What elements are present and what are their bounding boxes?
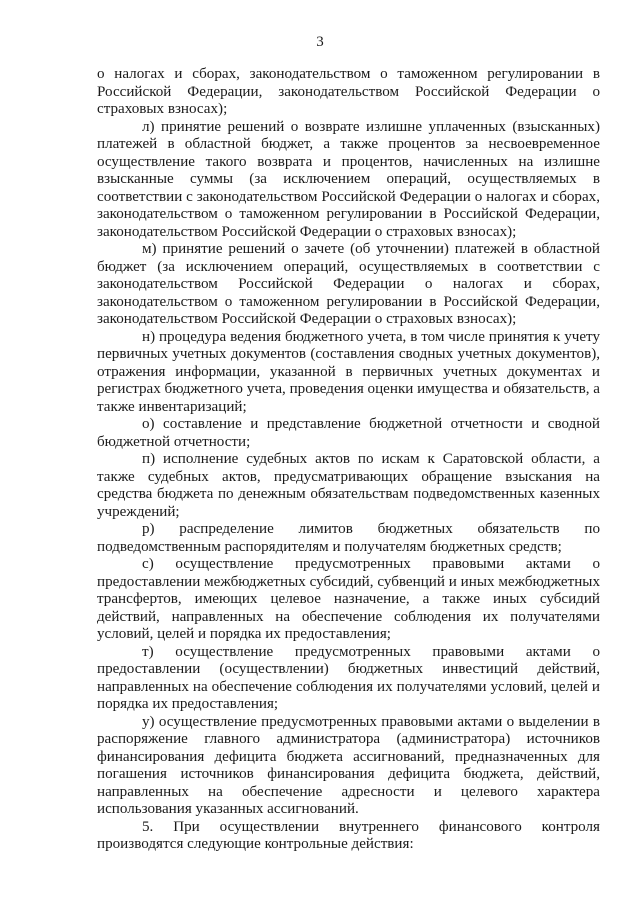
paragraph-item-u: у) осуществление предусмотренных правовыми актами о выделении в распоряжение главного администратора (администратора) источников финансирования дефицита бюджета ассигнований, предназначенных для погашения источников финансирования дефицита бюджета, действий, направленных на обеспечение адресности и целевого характера использования указанных ассигнований. bbox=[97, 713, 600, 817]
paragraph-item-s: с) осуществление предусмотренных правовыми актами о предоставлении межбюджетных субсидий, субвенций и иных межбюджетных трансфертов, имеющих целевое назначение, а также иных субсидий действий, направленных на обеспечение соблюдения их получателями условий, целей и порядка их предоставления; bbox=[97, 556, 600, 642]
paragraph-item-o: о) составление и представление бюджетной отчетности и сводной бюджетной отчетности; bbox=[97, 416, 600, 450]
page-number: 3 bbox=[316, 34, 324, 50]
paragraph-item-m: м) принятие решений о зачете (об уточнении) платежей в областной бюджет (за исключением операций, осуществляемых в соответствии с законодательством Российской Федерации о налогах и сборах, законодательством о таможенном регулировании в Российской Федерации, законодательством Российской Федерации о страховых взносах); bbox=[97, 241, 600, 327]
paragraph-item-p: п) исполнение судебных актов по искам к Саратовской области, а также судебных актов, предусматривающих обращение взыскания на средства бюджета по денежным обязательствам подведомственных казенных учреждений; bbox=[97, 451, 600, 520]
document-body bbox=[97, 66, 600, 854]
paragraph-item-t: т) осуществление предусмотренных правовыми актами о предоставлении (осуществлении) бюджетных инвестиций действий, направленных на обеспечение соблюдения их получателями условий, целей и порядка их предоставления; bbox=[97, 643, 600, 712]
paragraph-item-n: н) процедура ведения бюджетного учета, в том числе принятия к учету первичных учетных документов (составления сводных учетных документов), отражения информации, указанной в первичных учетных документах и регистрах бюджетного учета, проведения оценки имущества и обязательств, а также инвентаризаций; bbox=[97, 328, 600, 415]
paragraph-section-5: 5. При осуществлении внутреннего финансового контроля производятся следующие контрольные действия: bbox=[97, 818, 600, 852]
paragraph-continuation: о налогах и сборах, законодательством о таможенном регулировании в Российской Федерации, законодательством Российской Федерации о страховых взносах); bbox=[97, 66, 600, 117]
paragraph-item-r: р) распределение лимитов бюджетных обязательств по подведомственным распорядителям и получателям бюджетных средств; bbox=[97, 521, 600, 555]
paragraph-item-l: л) принятие решений о возврате излишне уплаченных (взысканных) платежей в областной бюджет, а также процентов за несвоевременное осуществление такого возврата и процентов, начисленных на излишне взысканные суммы (за исключением операций, осуществляемых в соответствии с законодательством Российской Федерации о налогах и сборах, законодательством о таможенном регулировании в Российской Федерации, законодательством Российской Федерации о страховых взносах); bbox=[97, 118, 600, 240]
